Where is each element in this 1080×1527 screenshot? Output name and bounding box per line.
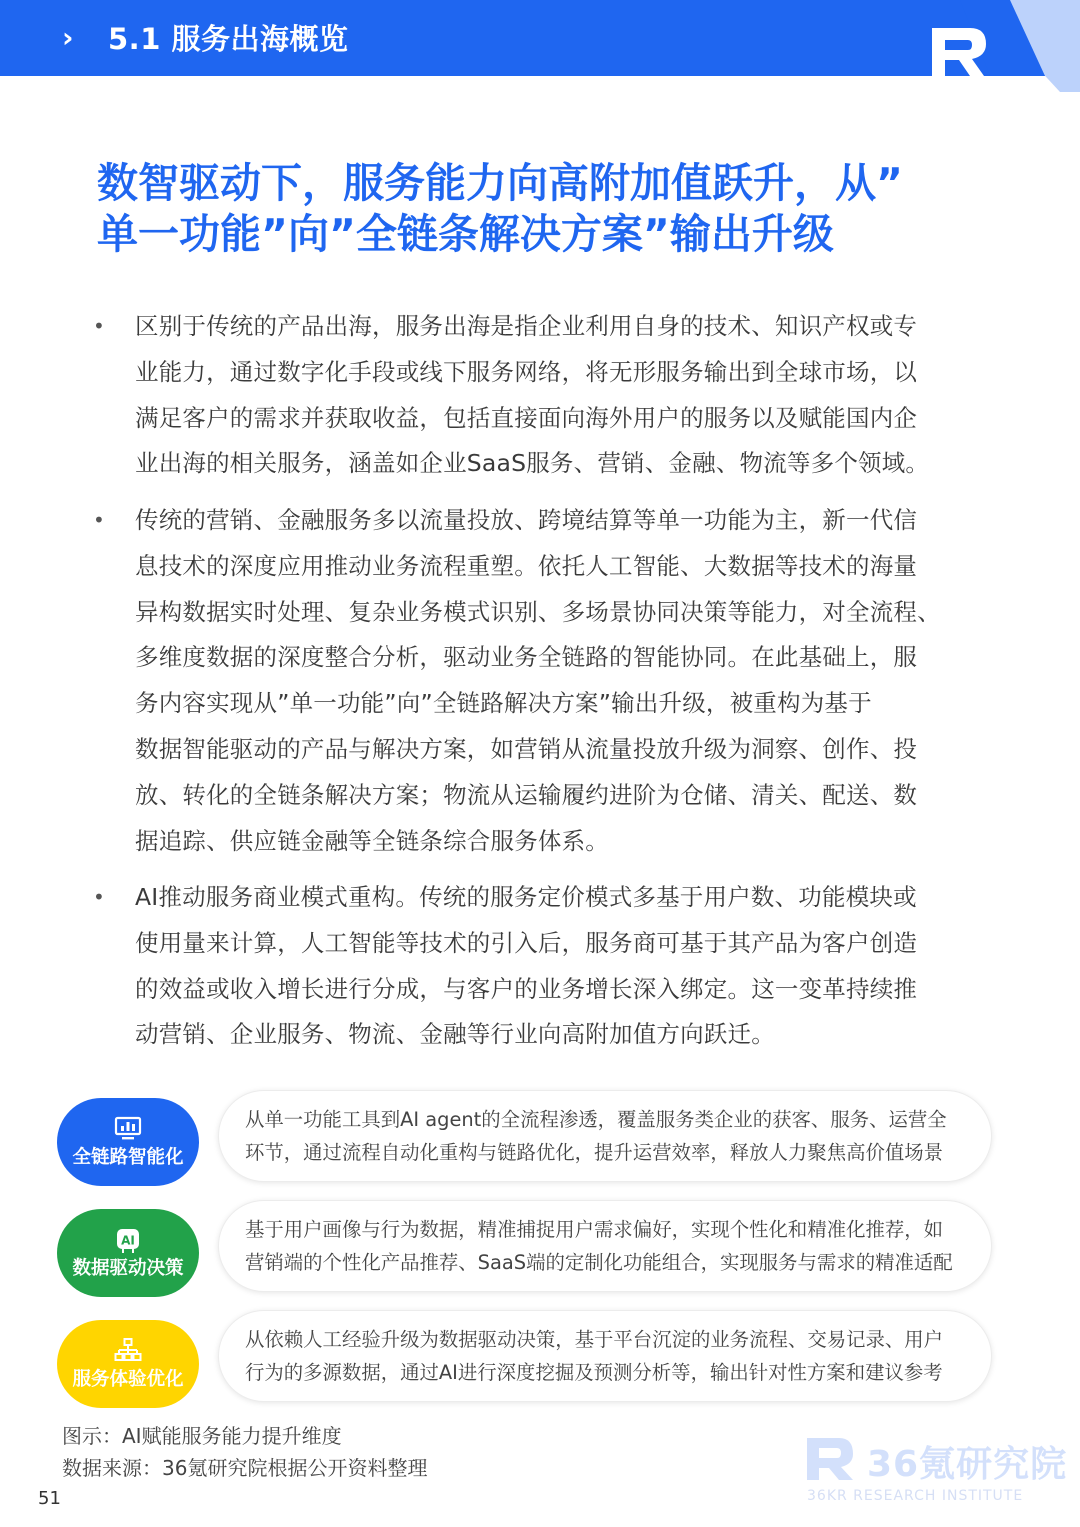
dimension-description <box>218 1310 992 1402</box>
hierarchy-icon <box>113 1337 143 1365</box>
r-logo-icon <box>932 28 986 76</box>
bullet-dot-icon: • <box>93 885 105 909</box>
dimension-pill-full-chain <box>57 1098 199 1186</box>
bullet-line: 业出海的相关服务，涵盖如企业SaaS服务、营销、金融、物流等多个领域。 <box>135 449 930 478</box>
description-line: 营销端的个性化产品推荐、SaaS端的定制化功能组合，实现服务与需求的精准适配 <box>245 1250 953 1274</box>
bullet-line: 放、转化的全链条解决方案；物流从运输履约进阶为仓储、清关、配送、数 <box>135 780 918 809</box>
ai-chip-text: AI <box>121 1233 135 1248</box>
bullet-line: 据追踪、供应链金融等全链条综合服务体系。 <box>135 826 609 855</box>
watermark-name: 36氪研究院 <box>867 1444 1068 1485</box>
bullet-line: AI推动服务商业模式重构。传统的服务定价模式多基于用户数、功能模块或 <box>135 883 917 911</box>
bullet-line: 传统的营销、金融服务多以流量投放、跨境结算等单一功能为主，新一代信 <box>135 506 918 534</box>
dimension-label: 服务体验优化 <box>72 1369 184 1390</box>
source-caption: 数据来源：36氪研究院根据公开资料整理 <box>62 1456 428 1480</box>
bullet-line: 的效益或收入增长进行分成，与客户的业务增长深入绑定。这一变革持续推 <box>135 974 918 1003</box>
ai-chip-icon <box>113 1226 143 1254</box>
bullet-line: 多维度数据的深度整合分析，驱动业务全链路的智能协同。在此基础上，服 <box>135 643 918 672</box>
bullet-line: 数据智能驱动的产品与解决方案，如营销从流量投放升级为洞察、创作、投 <box>135 734 918 763</box>
headline-line-1: 数智驱动下，服务能力向高附加值跃升，从” <box>97 159 903 207</box>
bullet-line: 务内容实现从”单一功能”向”全链路解决方案”输出升级，被重构为基于 <box>135 689 872 718</box>
dimension-description <box>218 1090 992 1182</box>
bullet-line: 使用量来计算，人工智能等技术的引入后，服务商可基于其产品为客户创造 <box>135 928 918 957</box>
page-number: 51 <box>38 1488 61 1509</box>
description-line: 行为的多源数据，通过AI进行深度挖掘及预测分析等，输出针对性方案和建议参考 <box>245 1360 943 1384</box>
bullet-line: 满足客户的需求并获取收益，包括直接面向海外用户的服务以及赋能国内企 <box>135 403 918 432</box>
bullet-item <box>93 304 993 487</box>
bullet-line: 异构数据实时处理、复杂业务模式识别、多场景协同决策等能力，对全流程、 <box>135 597 941 626</box>
bullet-line: 息技术的深度应用推动业务流程重塑。依托人工智能、大数据等技术的海量 <box>135 551 918 580</box>
section-title: 5.1 服务出海概览 <box>108 22 349 56</box>
bullet-line: 区别于传统的产品出海，服务出海是指企业利用自身的技术、知识产权或专 <box>135 312 918 340</box>
bullet-item <box>93 875 993 1058</box>
description-line: 基于用户画像与行为数据，精准捕捉用户需求偏好，实现个性化和精准化推荐，如 <box>245 1218 944 1241</box>
page-header <box>0 0 1080 92</box>
page-headline <box>97 158 997 260</box>
headline-line-2: 单一功能”向”全链条解决方案”输出升级 <box>97 210 834 258</box>
dimension-label: 数据驱动决策 <box>72 1258 184 1279</box>
r-logo-watermark-icon <box>805 1436 857 1482</box>
bullet-dot-icon: • <box>93 314 105 338</box>
bullet-item <box>93 498 993 864</box>
dimension-pill-experience <box>57 1320 199 1408</box>
description-line: 从单一功能工具到AI agent的全流程渗透，覆盖服务类企业的获客、服务、运营全 <box>245 1108 947 1131</box>
bullet-dot-icon: • <box>93 508 105 532</box>
bullet-line: 动营销、企业服务、物流、金融等行业向高附加值方向跃迁。 <box>135 1020 775 1049</box>
chart-monitor-icon <box>113 1115 143 1143</box>
watermark-subtitle: 36KR RESEARCH INSTITUTE <box>807 1488 1024 1504</box>
dimension-pill-data-driven <box>57 1209 199 1297</box>
description-line: 从依赖人工经验升级为数据驱动决策，基于平台沉淀的业务流程、交易记录、用户 <box>245 1328 944 1351</box>
bullet-line: 业能力，通过数字化手段或线下服务网络，将无形服务输出到全球市场，以 <box>135 357 918 386</box>
description-line: 环节，通过流程自动化重构与链路优化，提升运营效率，释放人力聚焦高价值场景 <box>245 1140 944 1164</box>
header-chevron-icon: › <box>62 21 74 54</box>
dimension-label: 全链路智能化 <box>72 1147 184 1168</box>
dimension-description <box>218 1200 992 1292</box>
watermark-logo <box>805 1432 1068 1512</box>
figure-caption: 图示：AI赋能服务能力提升维度 <box>62 1424 342 1448</box>
